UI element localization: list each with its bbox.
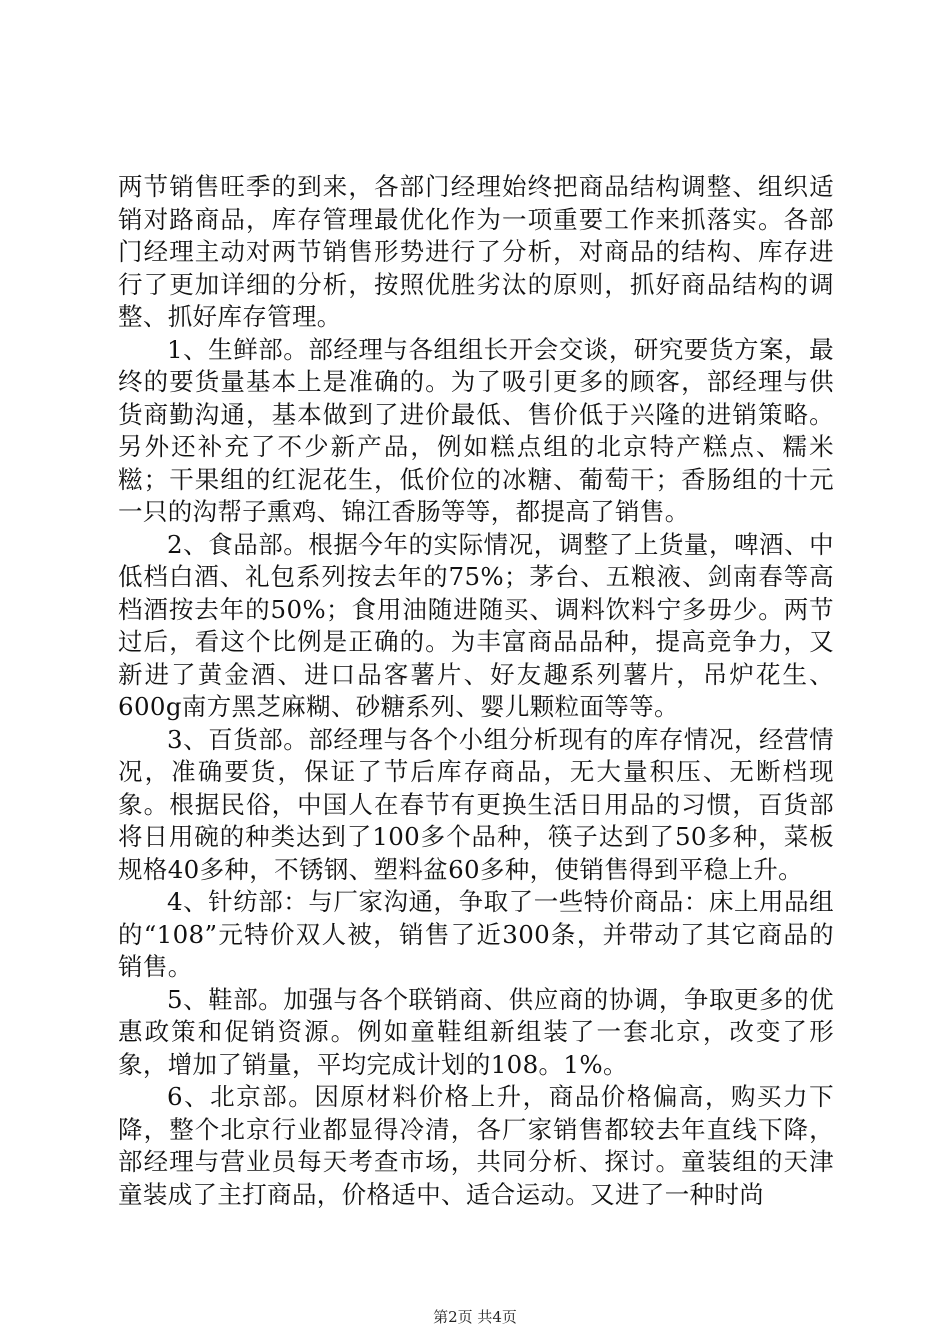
paragraph-beijing-dept: 6、北京部。因原材料价格上升，商品价格偏高，购买力下降，整个北京行业都显得冷清，各厂家销售都较去年直线下降，部经理与营业员每天考查市场，共同分析、探讨。童装组的天津童装成了主打商品，价格适中、适合运动。又进了一种时尚: [118, 1082, 834, 1209]
paragraph-textiles: 4、针纺部：与厂家沟通，争取了一些特价商品：床上用品组的“108”元特价双人被，销售了近300条，并带动了其它商品的销售。: [118, 887, 834, 981]
paragraph-shoes: 5、鞋部。加强与各个联销商、供应商的协调，争取更多的优惠政策和促销资源。例如童鞋组新组装了一套北京，改变了形象，增加了销量，平均完成计划的108。1%。: [118, 984, 834, 1079]
document-body: [118, 171, 834, 1211]
paragraph-food-dept: 2、食品部。根据今年的实际情况，调整了上货量，啤酒、中低档白酒、礼包系列按去年的75%；茅台、五粮液、剑南春等高档酒按去年的50%；食用油随进随买、调料饮料宁多毋少。两节过后，看这个比例是正确的。为丰富商品品种，提高竞争力，又新进了黄金酒、进口品客薯片、好友趣系列薯片，吊炉花生、600g南方黑芝麻糊、砂糖系列、婴儿颗粒面等等。: [118, 529, 834, 721]
paragraph-general-merchandise: 3、百货部。部经理与各个小组分析现有的库存情况，经营情况，准确要货，保证了节后库存商品，无大量积压、无断档现象。根据民俗，中国人在春节有更换生活日用品的习惯，百货部将日用碗的种类达到了100多个品种，筷子达到了50多种，菜板规格40多种，不锈钢、塑料盆60多种，使销售得到平稳上升。: [118, 724, 834, 884]
page-number-footer: 第2页 共4页: [433, 1308, 517, 1326]
paragraph-intro: 两节销售旺季的到来，各部门经理始终把商品结构调整、组织适销对路商品，库存管理最优化作为一项重要工作来抓落实。各部门经理主动对两节销售形势进行了分析，对商品的结构、库存进行了更加详细的分析，按照优胜劣汰的原则，抓好商品结构的调整、抓好库存管理。: [118, 172, 834, 331]
paragraph-fresh-food: 1、生鲜部。部经理与各组组长开会交谈，研究要货方案，最终的要货量基本上是准确的。为了吸引更多的顾客，部经理与供货商勤沟通，基本做到了进价最低、售价低于兴隆的进销策略。另外还补充了不少新产品，例如糕点组的北京特产糕点、糯米糍；干果组的红泥花生，低价位的冰糖、葡萄干；香肠组的十元一只的沟帮子熏鸡、锦江香肠等等，都提高了销售。: [118, 334, 834, 526]
